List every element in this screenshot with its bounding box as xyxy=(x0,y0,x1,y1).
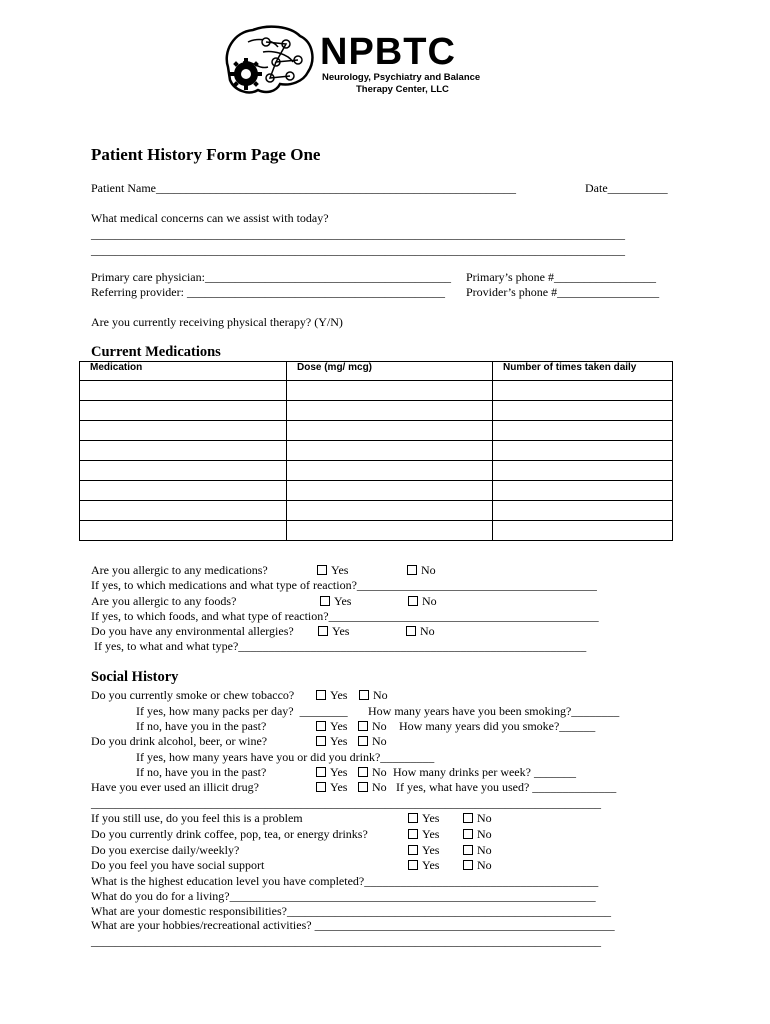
option-label: No xyxy=(477,811,492,825)
hobbies-field[interactable]: What are your hobbies/recreational activities? __________________________________________________ xyxy=(91,918,615,932)
checkbox[interactable] xyxy=(316,782,326,792)
option-label: No xyxy=(477,827,492,841)
coffee-yes[interactable] xyxy=(408,827,439,841)
food-allergy-followup[interactable]: If yes, to which foods, and what type of reaction?_____________________________________________ xyxy=(91,609,599,623)
checkbox[interactable] xyxy=(463,829,473,839)
support-question: Do you feel you have social support xyxy=(91,858,265,872)
problem-question: If you still use, do you feel this is a problem xyxy=(91,811,303,825)
checkbox[interactable] xyxy=(316,767,326,777)
table-cell[interactable] xyxy=(287,421,493,441)
checkbox[interactable] xyxy=(408,596,418,606)
years-smoking-field[interactable]: How many years have you been smoking?________ xyxy=(368,704,620,718)
table-cell[interactable] xyxy=(287,401,493,421)
checkbox[interactable] xyxy=(358,782,368,792)
checkbox[interactable] xyxy=(407,565,417,575)
referring-provider-field[interactable]: Referring provider: ___________________________________________ xyxy=(91,285,445,299)
table-cell[interactable] xyxy=(80,441,287,461)
illicit-no[interactable] xyxy=(358,780,387,794)
food-allergy-yes[interactable] xyxy=(320,594,351,608)
option-label: Yes xyxy=(330,719,348,733)
table-row[interactable] xyxy=(80,501,673,521)
table-row[interactable] xyxy=(80,441,673,461)
hobbies-line[interactable]: _____________________________________________________________________________________ xyxy=(91,934,601,948)
exercise-no[interactable] xyxy=(463,843,492,857)
table-cell[interactable] xyxy=(493,521,673,541)
concerns-line-1[interactable]: _________________________________________________________________________________________ xyxy=(91,227,625,241)
option-label: No xyxy=(421,563,436,577)
domestic-field[interactable]: What are your domestic responsibilities?______________________________________________________ xyxy=(91,904,611,918)
logo-wordmark: NPBTC xyxy=(320,31,456,73)
date-field[interactable]: Date__________ xyxy=(585,181,668,195)
checkbox[interactable] xyxy=(408,845,418,855)
option-label: No xyxy=(422,594,437,608)
checkbox[interactable] xyxy=(463,845,473,855)
table-row[interactable] xyxy=(80,461,673,481)
past-drink-no[interactable] xyxy=(358,765,387,779)
page-title: Patient History Form Page One xyxy=(91,145,321,164)
checkbox[interactable] xyxy=(358,736,368,746)
option-label: Yes xyxy=(422,858,440,872)
option-label: Yes xyxy=(422,827,440,841)
med-allergy-followup[interactable]: If yes, to which medications and what type of reaction?________________________________________ xyxy=(91,578,597,592)
table-cell[interactable] xyxy=(493,441,673,461)
primary-care-field[interactable]: Primary care physician:_________________________________________ xyxy=(91,270,451,284)
table-header-row xyxy=(80,362,673,381)
concerns-question: What medical concerns can we assist with today? xyxy=(91,211,329,225)
illicit-yes[interactable] xyxy=(316,780,347,794)
option-label: Yes xyxy=(331,563,349,577)
problem-no[interactable] xyxy=(463,811,492,825)
table-cell[interactable] xyxy=(493,461,673,481)
illicit-drug-question: Have you ever used an illicit drug? xyxy=(91,780,259,794)
option-label: No xyxy=(420,624,435,638)
option-label: Yes xyxy=(330,780,348,794)
table-cell[interactable] xyxy=(493,501,673,521)
option-label: No xyxy=(477,858,492,872)
alcohol-yes[interactable] xyxy=(316,734,347,748)
col-medication: Medication xyxy=(80,362,287,381)
med-allergy-question: Are you allergic to any medications? xyxy=(91,563,268,577)
checkbox[interactable] xyxy=(463,813,473,823)
past-smoke-no[interactable] xyxy=(358,719,387,733)
medications-heading: Current Medications xyxy=(91,344,221,360)
env-allergy-no[interactable] xyxy=(406,624,435,638)
option-label: No xyxy=(373,688,388,702)
years-drink-field[interactable]: If yes, how many years have you or did you drink?_________ xyxy=(136,750,435,764)
table-cell[interactable] xyxy=(287,441,493,461)
checkbox[interactable] xyxy=(358,767,368,777)
checkbox[interactable] xyxy=(408,813,418,823)
physical-therapy-question[interactable]: Are you currently receiving physical therapy? (Y/N) xyxy=(91,315,343,329)
exercise-yes[interactable] xyxy=(408,843,439,857)
problem-yes[interactable] xyxy=(408,811,439,825)
checkbox[interactable] xyxy=(463,860,473,870)
primary-phone-field[interactable]: Primary’s phone #_________________ xyxy=(466,270,656,284)
coffee-question: Do you currently drink coffee, pop, tea, or energy drinks? xyxy=(91,827,368,841)
table-row[interactable] xyxy=(80,421,673,441)
living-field[interactable]: What do you do for a living?_____________________________________________________________ xyxy=(91,889,596,903)
past-drink-question: If no, have you in the past? xyxy=(136,765,267,779)
option-label: Yes xyxy=(330,688,348,702)
checkbox[interactable] xyxy=(359,690,369,700)
checkbox[interactable] xyxy=(358,721,368,731)
option-label: Yes xyxy=(330,734,348,748)
env-allergy-yes[interactable] xyxy=(318,624,349,638)
option-label: No xyxy=(477,843,492,857)
checkbox[interactable] xyxy=(318,626,328,636)
table-cell[interactable] xyxy=(287,461,493,481)
checkbox[interactable] xyxy=(317,565,327,575)
option-label: Yes xyxy=(330,765,348,779)
logo-subtitle-1: Neurology, Psychiatry and Balance xyxy=(322,72,481,83)
table-row[interactable] xyxy=(80,381,673,401)
option-label: Yes xyxy=(422,843,440,857)
table-cell[interactable] xyxy=(80,461,287,481)
patient-name-field[interactable]: Patient Name____________________________________________________________ xyxy=(91,181,516,195)
option-label: Yes xyxy=(334,594,352,608)
checkbox[interactable] xyxy=(316,721,326,731)
env-allergy-question: Do you have any environmental allergies? xyxy=(91,624,294,638)
concerns-line-2[interactable]: _________________________________________________________________________________________ xyxy=(91,243,625,257)
checkbox[interactable] xyxy=(408,829,418,839)
env-allergy-followup[interactable]: If yes, to what and what type?__________________________________________________________ xyxy=(94,639,587,653)
table-cell[interactable] xyxy=(80,421,287,441)
table-cell[interactable] xyxy=(493,401,673,421)
illicit-used-field[interactable]: If yes, what have you used? ______________ xyxy=(396,780,617,794)
table-cell[interactable] xyxy=(493,421,673,441)
col-times-daily: Number of times taken daily xyxy=(493,362,673,381)
alcohol-no[interactable] xyxy=(358,734,387,748)
packs-per-day-field[interactable]: If yes, how many packs per day? ________ xyxy=(136,704,348,718)
education-field[interactable]: What is the highest education level you have completed?_______________________________________ xyxy=(91,874,599,888)
social-history-heading: Social History xyxy=(91,669,179,685)
food-allergy-no[interactable] xyxy=(408,594,437,608)
table-cell[interactable] xyxy=(493,481,673,501)
table-row[interactable] xyxy=(80,521,673,541)
table-cell[interactable] xyxy=(287,381,493,401)
checkbox[interactable] xyxy=(316,736,326,746)
medications-table xyxy=(79,361,673,541)
past-smoke-yes[interactable] xyxy=(316,719,347,733)
illicit-used-line[interactable]: _____________________________________________________________________________________ xyxy=(91,796,601,810)
table-cell[interactable] xyxy=(80,401,287,421)
table-cell[interactable] xyxy=(80,521,287,541)
option-label: Yes xyxy=(422,811,440,825)
support-yes[interactable] xyxy=(408,858,439,872)
col-dose: Dose (mg/ mcg) xyxy=(287,362,493,381)
past-smoke-question: If no, have you in the past? xyxy=(136,719,267,733)
option-label: No xyxy=(372,734,387,748)
logo-subtitle-2: Therapy Center, LLC xyxy=(356,84,449,95)
provider-phone-field[interactable]: Provider’s phone #_________________ xyxy=(466,285,660,299)
brain-gear-logo-icon xyxy=(218,22,318,102)
option-label: No xyxy=(372,780,387,794)
past-drink-yes[interactable] xyxy=(316,765,347,779)
checkbox[interactable] xyxy=(316,690,326,700)
table-cell[interactable] xyxy=(80,381,287,401)
option-label: Yes xyxy=(332,624,350,638)
support-no[interactable] xyxy=(463,858,492,872)
coffee-no[interactable] xyxy=(463,827,492,841)
food-allergy-question: Are you allergic to any foods? xyxy=(91,594,237,608)
checkbox[interactable] xyxy=(320,596,330,606)
table-cell[interactable] xyxy=(287,481,493,501)
table-row[interactable] xyxy=(80,481,673,501)
med-allergy-no[interactable] xyxy=(407,563,436,577)
option-label: No xyxy=(372,765,387,779)
smoke-no[interactable] xyxy=(359,688,388,702)
checkbox[interactable] xyxy=(406,626,416,636)
drinks-per-week-field[interactable]: How many drinks per week? _______ xyxy=(393,765,576,779)
table-cell[interactable] xyxy=(287,521,493,541)
smoke-yes[interactable] xyxy=(316,688,347,702)
option-label: No xyxy=(372,719,387,733)
checkbox[interactable] xyxy=(408,860,418,870)
table-cell[interactable] xyxy=(80,481,287,501)
years-smoked-field[interactable]: How many years did you smoke?______ xyxy=(399,719,596,733)
table-row[interactable] xyxy=(80,401,673,421)
table-cell[interactable] xyxy=(493,381,673,401)
exercise-question: Do you exercise daily/weekly? xyxy=(91,843,240,857)
table-cell[interactable] xyxy=(287,501,493,521)
smoke-question: Do you currently smoke or chew tobacco? xyxy=(91,688,295,702)
med-allergy-yes[interactable] xyxy=(317,563,348,577)
alcohol-question: Do you drink alcohol, beer, or wine? xyxy=(91,734,268,748)
table-cell[interactable] xyxy=(80,501,287,521)
